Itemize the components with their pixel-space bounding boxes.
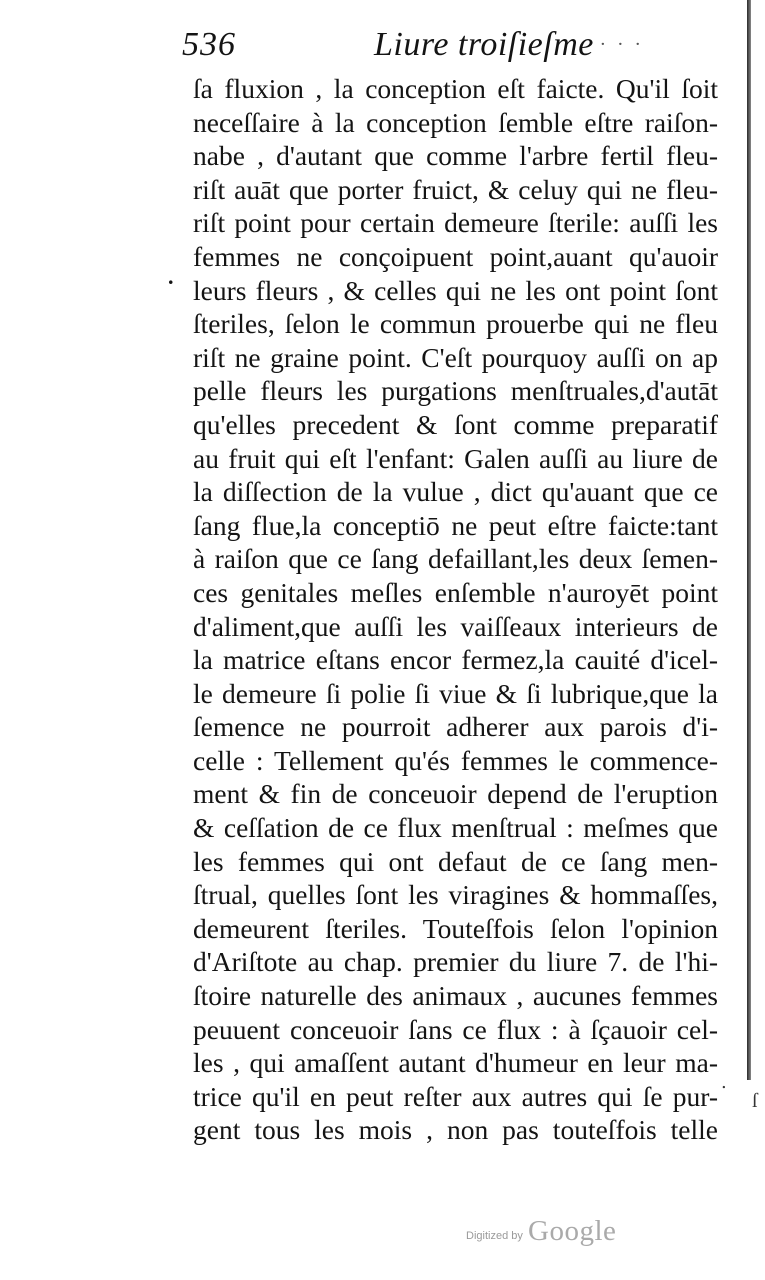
page-number: 536: [182, 26, 236, 63]
text-line: leurs fleurs , & celles qui ne les ont point ſont: [193, 274, 718, 306]
text-line: ſa fluxion , la conception eſt faicte. Qu'il ſoit: [193, 73, 718, 104]
text-line: riſt ne graine point. C'eſt pourquoy auſſi on ap: [193, 341, 718, 373]
text-line: ſteriles, ſelon le commun prouerbe qui ne fleu: [193, 308, 718, 340]
text-line: ſtrual, quelles ſont les viragines & hommaſſes,: [193, 879, 718, 911]
header-ornament: · · ·: [600, 34, 644, 55]
text-line: trice qu'il en peut reſter aux autres qui ſe pur-: [193, 1080, 718, 1112]
text-line: demeurent ſteriles. Touteſfois ſelon l'opinion: [193, 912, 718, 944]
watermark-prefix: Digitized by: [466, 1230, 523, 1242]
text-line: peuuent conceuoir ſans ce flux : à ſçauoir cel-: [193, 1013, 718, 1045]
text-line: ces genitales meſles enſemble n'auroyēt point: [193, 576, 718, 608]
text-line: les femmes qui ont defaut de ce ſang men-: [193, 845, 718, 877]
body-text: [193, 72, 718, 1147]
text-line: & ceſſation de ce flux menſtrual : meſmes que: [193, 812, 718, 844]
text-line: ſemence ne pourroit adherer aux parois d'i-: [193, 711, 718, 743]
text-line: ſtoire naturelle des animaux , aucunes femmes: [193, 980, 718, 1012]
running-head: Liure troiſieſme: [374, 26, 594, 63]
google-logo: Google: [528, 1215, 617, 1247]
page-edge: [747, 0, 751, 1080]
text-line: pelle fleurs les purgations menſtruales,d'autāt: [193, 375, 718, 407]
text-line: ſang flue,la conceptiō ne peut eſtre faicte:tant: [193, 509, 718, 541]
text-line: nabe , d'autant que comme l'arbre fertil fleu-: [193, 140, 718, 172]
text-line: riſt auāt que porter fruict, & celuy qui ne fleu-: [193, 173, 718, 205]
text-line: celle : Tellement qu'és femmes le commence-: [193, 744, 718, 776]
text-line: d'Ariſtote au chap. premier du liure 7. de l'hi-: [193, 946, 718, 978]
text-line: au fruit qui eſt l'enfant: Galen auſſi au liure de: [193, 442, 718, 474]
text-line: gent tous les mois , non pas touteſfois telle: [193, 1114, 718, 1146]
text-line: le demeure ſi polie ſi viue & ſi lubrique,que la: [193, 677, 718, 709]
margin-mark: .: [168, 264, 174, 289]
text-line: d'aliment,que auſſi les vaiſſeaux interieurs de: [193, 610, 718, 642]
stray-mark: ſ: [752, 1090, 758, 1112]
page-header: [182, 22, 652, 72]
text-line: femmes ne conçoipuent point,auant qu'auoir: [193, 240, 718, 272]
text-line: la diſſection de la vulue , dict qu'auant que ce: [193, 476, 718, 508]
text-line: la matrice eſtans encor fermez,la cauité d'icel-: [193, 644, 718, 676]
text-line: les , qui amaſſent autant d'humeur en leur ma-: [193, 1047, 718, 1079]
text-line: ment & fin de conceuoir depend de l'eruption: [193, 778, 718, 810]
text-line: riſt point pour certain demeure ſterile: auſſi les: [193, 207, 718, 239]
text-line: à raiſon que ce ſang defaillant,les deux ſemen-: [193, 543, 718, 575]
google-watermark: [466, 1217, 626, 1253]
stray-mark: .: [721, 1072, 727, 1093]
text-line: qu'elles precedent & ſont comme preparatif: [193, 408, 718, 440]
text-line: neceſſaire à la conception ſemble eſtre raiſon-: [193, 106, 718, 138]
